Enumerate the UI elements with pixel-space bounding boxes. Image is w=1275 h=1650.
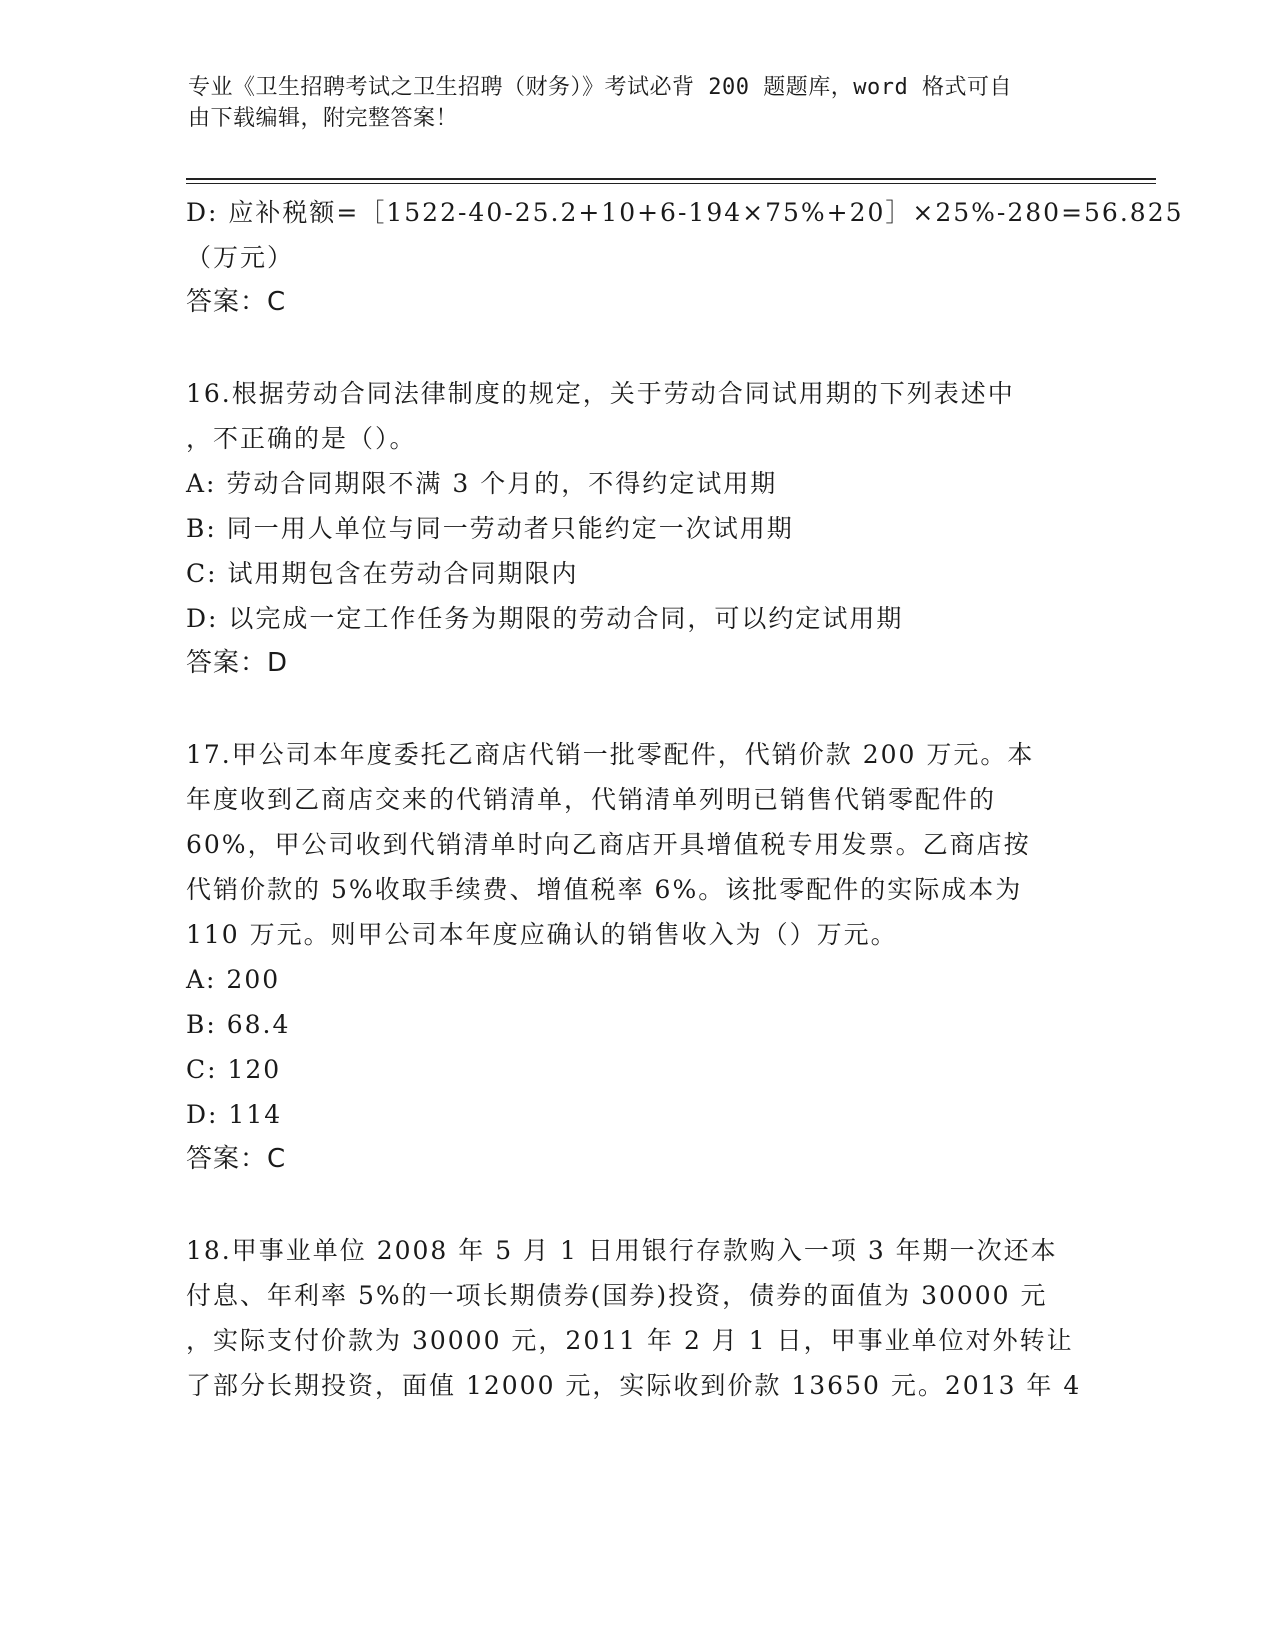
question-15-tail <box>186 190 1184 325</box>
spacer <box>186 686 1086 732</box>
question-17 <box>186 732 1086 1182</box>
answer: 答案：D <box>186 648 289 678</box>
option-d: D: 以完成一定工作任务为期限的劳动合同，可以约定试用期 <box>186 604 904 633</box>
question-18 <box>186 1228 1086 1408</box>
question-stem-continued: 代销价款的 5%收取手续费、增值税率 6%。该批零配件的实际成本为 <box>186 875 1023 904</box>
header-divider-thick <box>186 178 1156 180</box>
answer: 答案：C <box>186 287 287 317</box>
question-stem-continued: 付息、年利率 5%的一项长期债券(国券)投资，债券的面值为 30000 元 <box>186 1281 1048 1310</box>
question-stem: 17.甲公司本年度委托乙商店代销一批零配件，代销价款 200 万元。本 <box>186 740 1035 769</box>
header-line-1: 专业《卫生招聘考试之卫生招聘（财务）》考试必背 200 题题库，word 格式可自 <box>188 75 1012 100</box>
option-c: C: 试用期包含在劳动合同期限内 <box>186 559 579 588</box>
question-stem: 16.根据劳动合同法律制度的规定，关于劳动合同试用期的下列表述中 <box>186 379 1015 408</box>
option-a: A: 200 <box>186 965 281 994</box>
spacer <box>186 1182 1086 1228</box>
option-d: D: 114 <box>186 1100 283 1129</box>
option-b: B: 68.4 <box>186 1010 291 1039</box>
question-stem-continued: ，实际支付价款为 30000 元，2011 年 2 月 1 日，甲事业单位对外转让 <box>186 1326 1074 1355</box>
option-b: B: 同一用人单位与同一劳动者只能约定一次试用期 <box>186 514 794 543</box>
option-d: D: 应补税额=［1522-40-25.2+10+6-194×75%+20］×25%-280=56.825 <box>186 198 1184 227</box>
option-d-continued: （万元） <box>186 243 295 272</box>
question-stem-continued: 60%，甲公司收到代销清单时向乙商店开具增值税专用发票。乙商店按 <box>186 830 1031 859</box>
header-divider-thin <box>186 183 1156 184</box>
option-a: A: 劳动合同期限不满 3 个月的，不得约定试用期 <box>186 469 778 498</box>
question-stem-continued: 了部分长期投资，面值 12000 元，实际收到价款 13650 元。2013 年 4 <box>186 1371 1082 1400</box>
document-header <box>188 72 1068 134</box>
answer: 答案：C <box>186 1144 287 1174</box>
header-line-2: 由下载编辑，附完整答案！ <box>188 106 459 131</box>
document-body <box>186 190 1184 1408</box>
question-stem-continued: 110 万元。则甲公司本年度应确认的销售收入为（）万元。 <box>186 920 898 949</box>
question-stem-continued: 年度收到乙商店交来的代销清单，代销清单列明已销售代销零配件的 <box>186 785 997 814</box>
option-c: C: 120 <box>186 1055 282 1084</box>
spacer <box>186 325 1086 371</box>
question-16 <box>186 371 1086 686</box>
question-stem: 18.甲事业单位 2008 年 5 月 1 日用银行存款购入一项 3 年期一次还本 <box>186 1236 1058 1265</box>
question-stem-continued: ，不正确的是（）。 <box>186 424 417 453</box>
